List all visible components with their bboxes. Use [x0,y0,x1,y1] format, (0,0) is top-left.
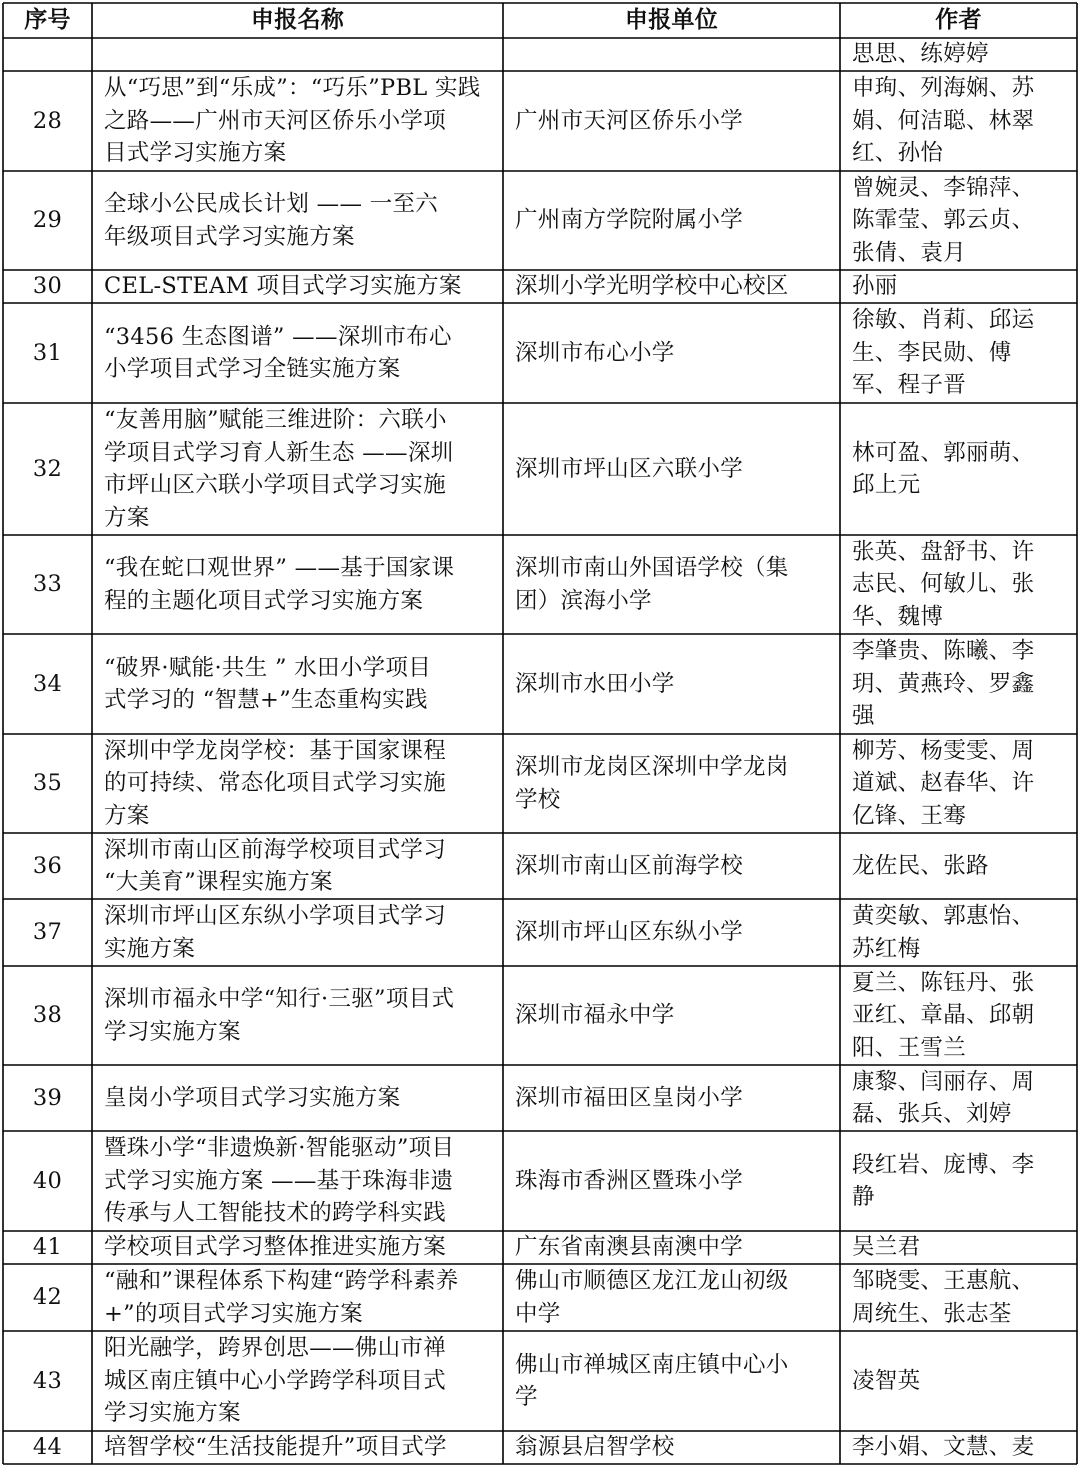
authors-cell [840,270,1077,303]
header-index [3,3,92,38]
applicant-unit-text [515,1165,743,1198]
applicant-unit-cell [503,71,840,171]
project-title-cell [92,303,503,403]
authors-text [852,1066,1034,1131]
row-index-cell [3,38,92,71]
row-index: 42 [32,1284,63,1311]
applicant-unit-text [515,916,743,949]
row-index: 41 [32,1234,63,1261]
authors-text [852,1365,920,1398]
authors-line: 张英、盘舒书、许 [852,538,1035,565]
row-index: 36 [32,852,63,879]
applicant-unit-cell [503,303,840,403]
project-title-line: 程的主题化项目式学习实施方案 [104,587,424,614]
authors-cell [840,634,1077,734]
applicant-unit-line: 学校 [515,786,561,813]
header-authors-label: 作者 [935,7,982,34]
applicant-unit-line: 深圳市龙岗区深圳中学龙岗 [515,754,789,780]
project-title-line: “融和”课程体系下构建“跨学科素养 [104,1268,459,1294]
project-title-text [104,404,453,534]
row-index: 33 [32,571,63,598]
authors-text [852,536,1034,634]
authors-text [852,967,1034,1065]
project-title-cell [92,535,503,634]
applicant-unit-cell [503,1131,840,1231]
project-title-line: 深圳市南山区前海学校项目式学习 [104,836,447,863]
project-title-cell [92,1264,503,1331]
applicant-unit-text [515,453,743,486]
project-title-line: “我在蛇口观世界” ——基于国家课 [104,555,455,581]
project-title-line: +”的项目式学习实施方案 [104,1300,363,1327]
authors-line: 军、程子晋 [852,372,967,399]
project-title-text [104,1082,400,1115]
project-title-line: 之路——广州市天河区侨乐小学项 [104,107,447,134]
project-title-cell [92,1131,503,1231]
authors-line: 志民、何敏儿、张 [852,571,1035,598]
project-title-text [104,735,446,833]
applicant-unit-cell [503,899,840,966]
project-title-text [104,983,454,1048]
authors-cell [840,1331,1077,1431]
applicant-unit-cell [503,1231,840,1264]
project-title-text [104,1431,447,1464]
project-title-cell [92,1231,503,1264]
project-title-line: 传承与人工智能技术的跨学科实践 [104,1200,447,1227]
row-index-cell [3,734,92,833]
applicant-unit-text [515,751,789,816]
row-index: 39 [32,1084,63,1111]
header-title [92,3,503,38]
row-index-cell [3,899,92,966]
authors-line: 玥、黄燕玲、罗鑫 [852,670,1035,697]
project-title-line: 方案 [104,504,150,531]
row-index: 29 [32,207,63,234]
applicant-unit-line: 广州市天河区侨乐小学 [515,107,744,134]
row-index-cell [3,1331,92,1431]
project-title-text [104,72,481,170]
project-title-cell [92,899,503,966]
applicant-unit-cell [503,171,840,270]
applicant-unit-cell [503,38,840,71]
authors-line: 黄奕敏、郭惠怡、 [852,903,1035,929]
row-index: 30 [32,273,63,300]
applicant-unit-line: 深圳小学光明学校中心校区 [515,273,789,300]
applicant-unit-line: 深圳市福田区皇岗小学 [515,1084,744,1111]
project-title-line: 培智学校“生活技能提升”项目式学 [104,1434,447,1461]
applicant-unit-line: 佛山市顺德区龙江龙山初级 [515,1268,789,1294]
authors-line: 龙佐民、张路 [852,852,989,879]
authors-text [852,1431,1034,1464]
project-title-text [104,270,462,303]
project-title-text [104,1132,454,1230]
project-title-line: 深圳市坪山区东纵小学项目式学习 [104,903,447,929]
authors-line: 邹晓雯、王惠航、 [852,1268,1035,1294]
applicant-unit-cell [503,270,840,303]
applicant-unit-line: 深圳市坪山区东纵小学 [515,919,744,946]
applicant-unit-line: 深圳市南山外国语学校（集 [515,555,789,581]
applicant-unit-line: 珠海市香洲区暨珠小学 [515,1167,744,1194]
project-title-line: 小学项目式学习全链实施方案 [104,356,401,382]
header-index-label: 序号 [24,7,71,34]
authors-text [852,304,1034,402]
authors-cell [840,833,1077,899]
authors-line: 夏兰、陈钰丹、张 [852,969,1035,996]
applicant-unit-line: 深圳市坪山区六联小学 [515,455,744,482]
applicant-unit-cell [503,1331,840,1431]
authors-cell [840,171,1077,270]
applicant-unit-line: 中学 [515,1300,561,1327]
authors-cell [840,1131,1077,1231]
project-title-line: 城区南庄镇中心小学跨学科项目式 [104,1367,447,1394]
project-title-text [104,552,454,617]
authors-text [852,172,1034,270]
authors-cell [840,1431,1077,1464]
authors-line: 磊、张兵、刘婷 [852,1101,1012,1127]
authors-line: 柳芳、杨雯雯、周 [852,737,1035,764]
authors-line: 华、魏博 [852,603,944,630]
applicant-unit-cell [503,1431,840,1464]
row-index-cell [3,171,92,270]
applicant-unit-line: 翁源县启智学校 [515,1434,675,1461]
applicant-unit-text [515,1349,789,1414]
applicant-unit-line: 深圳市布心小学 [515,339,675,366]
applicant-unit-line: 佛山市禅城区南庄镇中心小 [515,1351,789,1378]
authors-line: 李小娟、文慧、麦 [852,1434,1035,1461]
project-title-text [104,188,438,253]
project-title-line: “破界·赋能·共生 ” 水田小学项目 [104,654,432,681]
authors-line: 申珣、列海娴、苏 [852,75,1035,102]
applicant-unit-cell [503,734,840,833]
row-index: 38 [32,1002,63,1029]
row-index: 32 [32,455,63,482]
applicant-unit-text [515,999,675,1032]
project-title-line: 学校项目式学习整体推进实施方案 [104,1234,447,1261]
authors-line: 康黎、闫丽存、周 [852,1068,1035,1095]
project-title-line: 深圳中学龙岗学校：基于国家课程 [104,737,447,764]
row-index: 35 [32,770,63,797]
row-index-cell [3,1264,92,1331]
authors-line: 徐敏、肖莉、邱运 [852,307,1035,334]
applicant-unit-cell [503,833,840,899]
authors-text [852,1149,1034,1214]
authors-text [852,900,1034,965]
project-title-text [104,1265,459,1330]
authors-line: 道斌、赵春华、许 [852,770,1035,797]
authors-text [852,72,1034,170]
authors-text [852,1231,920,1264]
authors-line: 曾婉灵、李锦萍、 [852,174,1035,201]
project-title-text [104,1231,446,1264]
authors-line: 红、孙怡 [852,140,944,167]
authors-text [852,735,1034,833]
row-index-cell [3,1431,92,1464]
authors-line: 生、李民勋、傅 [852,339,1012,366]
authors-line: 李肇贵、陈曦、李 [852,638,1035,665]
authors-line: 亚红、章晶、邱朝 [852,1002,1035,1029]
authors-cell [840,1231,1077,1264]
project-title-cell [92,71,503,171]
applicant-unit-text [515,1265,789,1330]
header-title-label: 申报名称 [250,7,345,34]
authors-line: 阳、王雪兰 [852,1034,967,1061]
project-title-cell [92,403,503,535]
authors-line: 思思、练婷婷 [852,41,989,68]
authors-line: 陈霏莹、郭云贞、 [852,207,1035,234]
project-title-line: 式学习的 “智慧+”生态重构实践 [104,687,428,713]
authors-text [852,437,1034,502]
project-title-line: “3456 生态图谱” ——深圳市布心 [104,323,452,350]
project-title-line: “友善用脑”赋能三维进阶：六联小 [104,407,447,433]
applicant-unit-line: 团）滨海小学 [515,587,652,614]
header-unit [503,3,840,38]
applicant-unit-line: 深圳市南山区前海学校 [515,852,744,879]
row-index-cell [3,634,92,734]
authors-text [852,635,1034,733]
row-index-cell [3,966,92,1065]
project-title-line: 学习实施方案 [104,1018,241,1045]
row-index-cell [3,1231,92,1264]
project-title-text [104,900,446,965]
authors-line: 亿锋、王骞 [852,802,967,829]
applicant-unit-text [515,204,743,237]
project-title-cell [92,734,503,833]
project-title-line: 从“巧思”到“乐成”：“巧乐”PBL 实践 [104,75,481,102]
row-index-cell [3,1131,92,1231]
applicant-unit-text [515,337,675,370]
row-index-cell [3,535,92,634]
applicant-unit-cell [503,535,840,634]
applicant-unit-cell [503,634,840,734]
applicant-unit-cell [503,403,840,535]
project-title-cell [92,634,503,734]
authors-cell [840,1065,1077,1131]
project-title-line: 皇岗小学项目式学习实施方案 [104,1084,401,1111]
project-title-cell [92,38,503,71]
applicant-unit-line: 深圳市福永中学 [515,1002,675,1029]
authors-cell [840,966,1077,1065]
project-title-cell [92,833,503,899]
authors-cell [840,1264,1077,1331]
project-title-line: 市坪山区六联小学项目式学习实施 [104,472,447,498]
project-title-cell [92,966,503,1065]
project-title-cell [92,1331,503,1431]
row-index-cell [3,270,92,303]
row-index: 28 [32,107,63,134]
project-title-cell [92,171,503,270]
applicant-unit-cell [503,966,840,1065]
authors-line: 段红岩、庞博、李 [852,1151,1035,1178]
applicant-unit-text [515,1431,675,1464]
authors-line: 娟、何洁聪、林翠 [852,107,1035,134]
project-title-line: 实施方案 [104,935,196,962]
row-index: 31 [32,339,63,366]
authors-text [852,38,989,71]
row-index: 43 [32,1367,63,1394]
applicant-unit-text [515,668,675,701]
applicant-unit-text [515,552,789,617]
row-index: 40 [32,1167,63,1194]
authors-line: 凌智英 [852,1367,921,1394]
header-unit-label: 申报单位 [624,7,719,34]
project-title-cell [92,1431,503,1464]
project-title-text [104,652,431,717]
row-index-cell [3,303,92,403]
applicant-unit-text [515,105,743,138]
authors-cell [840,403,1077,535]
authors-cell [840,899,1077,966]
authors-line: 静 [852,1184,875,1210]
project-title-line: 方案 [104,802,150,829]
project-title-line: “大美育”课程实施方案 [104,869,333,895]
project-title-line: CEL-STEAM 项目式学习实施方案 [104,273,462,300]
authors-cell [840,38,1077,71]
authors-line: 孙丽 [852,273,898,300]
applicant-unit-line: 学 [515,1384,538,1410]
project-title-line: 深圳市福永中学“知行·三驱”项目式 [104,986,455,1012]
authors-cell [840,535,1077,634]
authors-line: 吴兰君 [852,1234,921,1261]
project-title-line: 暨珠小学“非遗焕新·智能驱动”项目 [104,1135,455,1162]
project-title-line: 式学习实施方案 ——基于珠海非遗 [104,1167,454,1194]
row-index: 34 [32,670,63,697]
authors-cell [840,71,1077,171]
row-index-cell [3,403,92,535]
authors-text [852,1265,1034,1330]
applicant-unit-text [515,1082,743,1115]
authors-line: 林可盈、郭丽萌、 [852,439,1035,466]
row-index: 37 [32,919,63,946]
applicant-unit-text [515,270,789,303]
applicant-unit-text [515,1231,743,1264]
authors-line: 周统生、张志荃 [852,1300,1012,1327]
project-title-line: 的可持续、常态化项目式学习实施 [104,770,447,797]
authors-line: 苏红梅 [852,935,921,962]
project-title-line: 学习实施方案 [104,1400,241,1427]
project-title-text [104,834,446,899]
header-authors [840,3,1077,38]
row-index: 44 [32,1434,63,1461]
project-title-cell [92,1065,503,1131]
applicant-unit-line: 深圳市水田小学 [515,670,675,697]
authors-text [852,850,989,883]
applicant-unit-line: 广州南方学院附属小学 [515,207,744,234]
authors-cell [840,303,1077,403]
applicant-unit-text [515,850,743,883]
row-index-cell [3,1065,92,1131]
applicant-unit-cell [503,1065,840,1131]
applicant-unit-line: 广东省南澳县南澳中学 [515,1234,744,1261]
authors-line: 邱上元 [852,472,921,498]
applicant-unit-cell [503,1264,840,1331]
project-title-cell [92,270,503,303]
project-title-line: 学项目式学习育人新生态 ——深圳 [104,439,454,466]
project-title-text [104,321,452,386]
row-index-cell [3,71,92,171]
project-title-line: 全球小公民成长计划 —— 一至六 [104,191,439,217]
project-title-text [104,1332,446,1430]
project-title-line: 目式学习实施方案 [104,140,287,167]
authors-text [852,270,898,303]
authors-line: 张倩、袁月 [852,239,967,266]
project-title-line: 阳光融学，跨界创思——佛山市禅 [104,1335,447,1362]
authors-cell [840,734,1077,833]
project-title-line: 年级项目式学习实施方案 [104,223,355,250]
authors-line: 强 [852,703,875,730]
row-index-cell [3,833,92,899]
